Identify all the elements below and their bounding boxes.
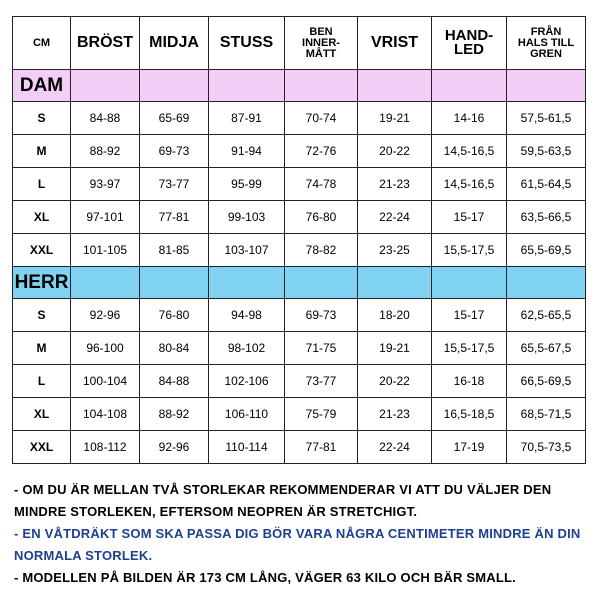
note-line-3: - MODELLEN PÅ BILDEN ÄR 173 CM LÅNG, VÄGER 63 KILO OCH BÄR SMALL. [14, 570, 516, 585]
measurement-cell: 14-16 [432, 102, 507, 135]
header-fran-line2: HALS TILL [517, 36, 575, 49]
measurement-cell: 69-73 [285, 299, 358, 332]
measurement-cell: 74-78 [285, 168, 358, 201]
measurement-cell: 88-92 [71, 135, 140, 168]
note-line-1: - OM DU ÄR MELLAN TVÅ STORLEKAR REKOMMENDERAR VI ATT DU VÄLJER DEN MINDRE STORLEKEN, EFTERSOM NEOPREN ÄR STRETCHIGT. [14, 482, 552, 519]
header-midja: MIDJA [140, 17, 209, 70]
measurement-cell: 22-24 [358, 201, 432, 234]
measurement-cell: 15,5-17,5 [432, 234, 507, 267]
measurement-cell: 103-107 [209, 234, 285, 267]
measurement-cell: 95-99 [209, 168, 285, 201]
size-label: XXL [13, 431, 71, 464]
dam-section [13, 70, 586, 267]
measurement-cell: 97-101 [71, 201, 140, 234]
herr-row-xxl [13, 431, 586, 464]
measurement-cell: 63,5-66,5 [507, 201, 586, 234]
header-ben-line3: MÅTT [305, 47, 337, 60]
dam-section-header [13, 70, 586, 102]
header-fran-line3: GREN [530, 47, 562, 60]
measurement-cell: 14,5-16,5 [432, 135, 507, 168]
dam-row-l [13, 168, 586, 201]
measurement-cell: 15-17 [432, 299, 507, 332]
measurement-cell: 14,5-16,5 [432, 168, 507, 201]
measurement-cell: 88-92 [140, 398, 209, 431]
measurement-cell: 80-84 [140, 332, 209, 365]
measurement-cell: 57,5-61,5 [507, 102, 586, 135]
header-handled-line2: LED [454, 41, 484, 58]
header-stuss: STUSS [209, 17, 285, 70]
measurement-cell: 19-21 [358, 332, 432, 365]
measurement-cell: 78-82 [285, 234, 358, 267]
herr-section [13, 267, 586, 464]
measurement-cell: 101-105 [71, 234, 140, 267]
header-ben-line1: BEN [309, 25, 333, 38]
header-handled [432, 17, 507, 70]
measurement-cell: 65-69 [140, 102, 209, 135]
header-brost: BRÖST [71, 17, 140, 70]
herr-row-l [13, 365, 586, 398]
measurement-cell: 70,5-73,5 [507, 431, 586, 464]
section-label-herr: HERR [13, 267, 71, 299]
measurement-cell: 65,5-67,5 [507, 332, 586, 365]
size-label: L [13, 168, 71, 201]
measurement-cell: 104-108 [71, 398, 140, 431]
measurement-cell: 16-18 [432, 365, 507, 398]
measurement-cell: 92-96 [140, 431, 209, 464]
measurement-cell: 16,5-18,5 [432, 398, 507, 431]
measurement-cell: 17-19 [432, 431, 507, 464]
measurement-cell: 65,5-69,5 [507, 234, 586, 267]
size-label: L [13, 365, 71, 398]
measurement-cell: 77-81 [140, 201, 209, 234]
size-label: S [13, 299, 71, 332]
dam-row-xxl [13, 234, 586, 267]
dam-row-m [13, 135, 586, 168]
measurement-cell: 92-96 [71, 299, 140, 332]
measurement-cell: 70-74 [285, 102, 358, 135]
measurement-cell: 81-85 [140, 234, 209, 267]
measurement-cell: 59,5-63,5 [507, 135, 586, 168]
measurement-cell: 19-21 [358, 102, 432, 135]
header-vrist: VRIST [358, 17, 432, 70]
measurement-cell: 20-22 [358, 365, 432, 398]
header-row [13, 17, 586, 70]
size-label: XXL [13, 234, 71, 267]
size-label: S [13, 102, 71, 135]
measurement-cell: 15-17 [432, 201, 507, 234]
herr-row-m [13, 332, 586, 365]
measurement-cell: 66,5-69,5 [507, 365, 586, 398]
header-cm: CM [13, 17, 71, 70]
measurement-cell: 96-100 [71, 332, 140, 365]
note-line-2: - EN VÅTDRÄKT SOM SKA PASSA DIG BÖR VARA NÅGRA CENTIMETER MINDRE ÄN DIN NORMALA STORLEK. [14, 526, 581, 563]
measurement-cell: 69-73 [140, 135, 209, 168]
herr-section-header [13, 267, 586, 299]
measurement-cell: 76-80 [285, 201, 358, 234]
measurement-cell: 61,5-64,5 [507, 168, 586, 201]
measurement-cell: 62,5-65,5 [507, 299, 586, 332]
dam-row-s [13, 102, 586, 135]
measurement-cell: 22-24 [358, 431, 432, 464]
size-chart-table [12, 16, 586, 464]
measurement-cell: 110-114 [209, 431, 285, 464]
measurement-cell: 75-79 [285, 398, 358, 431]
measurement-cell: 15,5-17,5 [432, 332, 507, 365]
measurement-cell: 102-106 [209, 365, 285, 398]
measurement-cell: 21-23 [358, 398, 432, 431]
section-label-dam: DAM [13, 70, 71, 102]
measurement-cell: 91-94 [209, 135, 285, 168]
herr-row-s [13, 299, 586, 332]
measurement-cell: 98-102 [209, 332, 285, 365]
measurement-cell: 108-112 [71, 431, 140, 464]
measurement-cell: 18-20 [358, 299, 432, 332]
notes [14, 479, 594, 589]
measurement-cell: 20-22 [358, 135, 432, 168]
measurement-cell: 21-23 [358, 168, 432, 201]
dam-row-xl [13, 201, 586, 234]
measurement-cell: 73-77 [285, 365, 358, 398]
measurement-cell: 71-75 [285, 332, 358, 365]
header-fran-line1: FRÅN [530, 25, 562, 38]
measurement-cell: 84-88 [71, 102, 140, 135]
header-ben-line2: INNER- [302, 36, 340, 49]
measurement-cell: 68,5-71,5 [507, 398, 586, 431]
measurement-cell: 73-77 [140, 168, 209, 201]
size-label: XL [13, 201, 71, 234]
herr-row-xl [13, 398, 586, 431]
size-label: M [13, 332, 71, 365]
header-fran-hals-till-gren [507, 17, 586, 70]
measurement-cell: 72-76 [285, 135, 358, 168]
size-label: M [13, 135, 71, 168]
header-handled-line1: HAND- [444, 27, 494, 44]
measurement-cell: 23-25 [358, 234, 432, 267]
measurement-cell: 76-80 [140, 299, 209, 332]
measurement-cell: 94-98 [209, 299, 285, 332]
measurement-cell: 84-88 [140, 365, 209, 398]
measurement-cell: 99-103 [209, 201, 285, 234]
measurement-cell: 77-81 [285, 431, 358, 464]
size-label: XL [13, 398, 71, 431]
measurement-cell: 93-97 [71, 168, 140, 201]
measurement-cell: 106-110 [209, 398, 285, 431]
measurement-cell: 100-104 [71, 365, 140, 398]
measurement-cell: 87-91 [209, 102, 285, 135]
header-ben-innermatt [285, 17, 358, 70]
